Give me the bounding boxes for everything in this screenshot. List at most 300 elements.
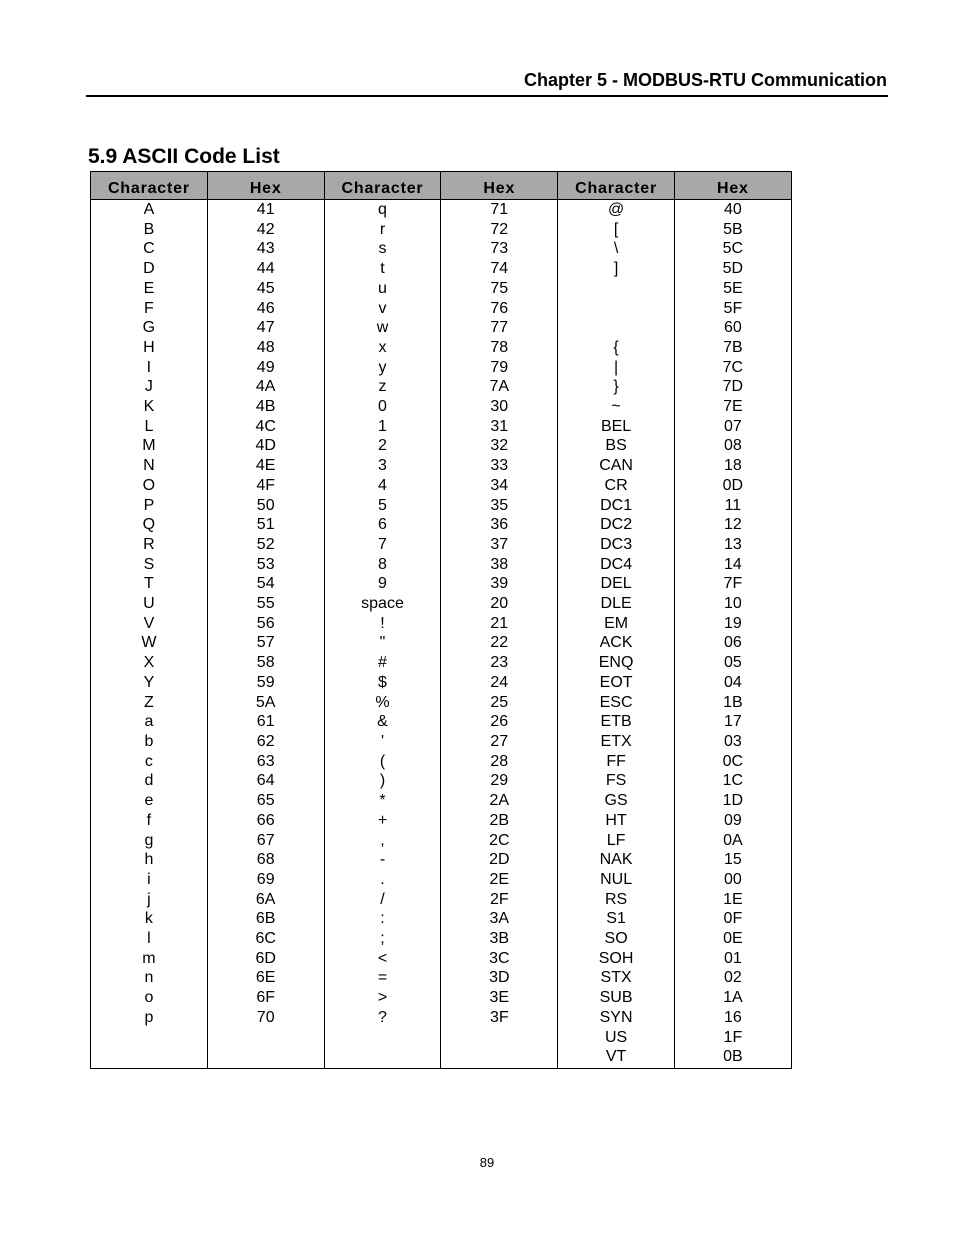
- table-header-row: [91, 172, 792, 200]
- hex-cell: 02: [674, 968, 791, 988]
- column-header-hex-3: Hex: [674, 172, 791, 200]
- character-cell: US: [558, 1028, 675, 1048]
- character-cell: *: [324, 791, 441, 811]
- character-cell: o: [91, 988, 208, 1008]
- hex-cell: 0C: [674, 752, 791, 772]
- hex-cell: [441, 1028, 558, 1048]
- hex-cell: 2E: [441, 870, 558, 890]
- character-cell: H: [91, 338, 208, 358]
- hex-cell: 32: [441, 436, 558, 456]
- character-cell: l: [91, 929, 208, 949]
- hex-cell: 69: [207, 870, 324, 890]
- table-row: [91, 791, 792, 811]
- hex-cell: 2B: [441, 811, 558, 831]
- character-cell: y: [324, 358, 441, 378]
- character-cell: ETB: [558, 712, 675, 732]
- character-cell: =: [324, 968, 441, 988]
- hex-cell: 26: [441, 712, 558, 732]
- character-cell: ~: [558, 397, 675, 417]
- table-row: [91, 771, 792, 791]
- hex-cell: 59: [207, 673, 324, 693]
- character-cell: \: [558, 239, 675, 259]
- character-cell: T: [91, 574, 208, 594]
- table-row: [91, 1008, 792, 1028]
- hex-cell: 77: [441, 318, 558, 338]
- hex-cell: 2C: [441, 831, 558, 851]
- character-cell: +: [324, 811, 441, 831]
- table-row: [91, 811, 792, 831]
- character-cell: BEL: [558, 417, 675, 437]
- table-row: [91, 693, 792, 713]
- hex-cell: 7B: [674, 338, 791, 358]
- character-cell: m: [91, 949, 208, 969]
- hex-cell: 7C: [674, 358, 791, 378]
- character-cell: ,: [324, 831, 441, 851]
- character-cell: B: [91, 220, 208, 240]
- hex-cell: 3C: [441, 949, 558, 969]
- hex-cell: 76: [441, 299, 558, 319]
- header-rule: [86, 95, 888, 97]
- table-row: [91, 732, 792, 752]
- character-cell: L: [91, 417, 208, 437]
- character-cell: ): [324, 771, 441, 791]
- hex-cell: 44: [207, 259, 324, 279]
- character-cell: X: [91, 653, 208, 673]
- character-cell: [91, 1028, 208, 1048]
- table-row: [91, 988, 792, 1008]
- hex-cell: 1F: [674, 1028, 791, 1048]
- character-cell: -: [324, 850, 441, 870]
- hex-cell: 64: [207, 771, 324, 791]
- hex-cell: 79: [441, 358, 558, 378]
- hex-cell: 6A: [207, 890, 324, 910]
- character-cell: c: [91, 752, 208, 772]
- hex-cell: 2F: [441, 890, 558, 910]
- character-cell: h: [91, 850, 208, 870]
- table-row: [91, 417, 792, 437]
- table-row: [91, 515, 792, 535]
- table-row: [91, 299, 792, 319]
- character-cell: I: [91, 358, 208, 378]
- hex-cell: 04: [674, 673, 791, 693]
- character-cell: z: [324, 377, 441, 397]
- character-cell: @: [558, 200, 675, 220]
- hex-cell: 5E: [674, 279, 791, 299]
- character-cell: VT: [558, 1047, 675, 1068]
- table-row: [91, 259, 792, 279]
- character-cell: 9: [324, 574, 441, 594]
- character-cell: (: [324, 752, 441, 772]
- section-title: 5.9 ASCII Code List: [88, 145, 280, 168]
- hex-cell: 4A: [207, 377, 324, 397]
- character-cell: DC4: [558, 555, 675, 575]
- character-cell: }: [558, 377, 675, 397]
- hex-cell: 06: [674, 633, 791, 653]
- hex-cell: 74: [441, 259, 558, 279]
- character-cell: K: [91, 397, 208, 417]
- character-cell: 5: [324, 496, 441, 516]
- character-cell: NUL: [558, 870, 675, 890]
- hex-cell: 18: [674, 456, 791, 476]
- character-cell: w: [324, 318, 441, 338]
- character-cell: v: [324, 299, 441, 319]
- hex-cell: 34: [441, 476, 558, 496]
- character-cell: 2: [324, 436, 441, 456]
- character-cell: d: [91, 771, 208, 791]
- character-cell: g: [91, 831, 208, 851]
- character-cell: ": [324, 633, 441, 653]
- hex-cell: 22: [441, 633, 558, 653]
- hex-cell: 30: [441, 397, 558, 417]
- character-cell: %: [324, 693, 441, 713]
- hex-cell: 1D: [674, 791, 791, 811]
- hex-cell: 39: [441, 574, 558, 594]
- character-cell: 0: [324, 397, 441, 417]
- hex-cell: 51: [207, 515, 324, 535]
- character-cell: 4: [324, 476, 441, 496]
- character-cell: DC1: [558, 496, 675, 516]
- hex-cell: 40: [674, 200, 791, 220]
- character-cell: ESC: [558, 693, 675, 713]
- table-row: [91, 436, 792, 456]
- hex-cell: 19: [674, 614, 791, 634]
- character-cell: a: [91, 712, 208, 732]
- character-cell: F: [91, 299, 208, 319]
- table-row: [91, 456, 792, 476]
- character-cell: ETX: [558, 732, 675, 752]
- hex-cell: 11: [674, 496, 791, 516]
- character-cell: [324, 1028, 441, 1048]
- hex-cell: 6B: [207, 909, 324, 929]
- hex-cell: 14: [674, 555, 791, 575]
- character-cell: 7: [324, 535, 441, 555]
- table-row: [91, 633, 792, 653]
- table-row: [91, 496, 792, 516]
- table-row: [91, 929, 792, 949]
- hex-cell: 61: [207, 712, 324, 732]
- table-row: [91, 1047, 792, 1068]
- character-cell: .: [324, 870, 441, 890]
- character-cell: A: [91, 200, 208, 220]
- character-cell: FS: [558, 771, 675, 791]
- hex-cell: 57: [207, 633, 324, 653]
- table-row: [91, 555, 792, 575]
- hex-cell: 28: [441, 752, 558, 772]
- character-cell: CAN: [558, 456, 675, 476]
- character-cell: W: [91, 633, 208, 653]
- hex-cell: 7D: [674, 377, 791, 397]
- hex-cell: 15: [674, 850, 791, 870]
- hex-cell: 63: [207, 752, 324, 772]
- character-cell: FF: [558, 752, 675, 772]
- character-cell: r: [324, 220, 441, 240]
- character-cell: :: [324, 909, 441, 929]
- character-cell: SUB: [558, 988, 675, 1008]
- character-cell: k: [91, 909, 208, 929]
- character-cell: U: [91, 594, 208, 614]
- table-row: [91, 870, 792, 890]
- character-cell: BS: [558, 436, 675, 456]
- hex-cell: 53: [207, 555, 324, 575]
- hex-cell: 4F: [207, 476, 324, 496]
- character-cell: 1: [324, 417, 441, 437]
- character-cell: f: [91, 811, 208, 831]
- character-cell: S: [91, 555, 208, 575]
- table-row: [91, 535, 792, 555]
- hex-cell: 17: [674, 712, 791, 732]
- character-cell: ': [324, 732, 441, 752]
- page-number: 89: [479, 1155, 495, 1170]
- table-row: [91, 574, 792, 594]
- hex-cell: 09: [674, 811, 791, 831]
- table-row: [91, 476, 792, 496]
- character-cell: P: [91, 496, 208, 516]
- table-body: [91, 200, 792, 1069]
- table-row: [91, 949, 792, 969]
- character-cell: NAK: [558, 850, 675, 870]
- table-row: [91, 377, 792, 397]
- character-cell: #: [324, 653, 441, 673]
- character-cell: D: [91, 259, 208, 279]
- hex-cell: 03: [674, 732, 791, 752]
- character-cell: SOH: [558, 949, 675, 969]
- character-cell: Q: [91, 515, 208, 535]
- character-cell: e: [91, 791, 208, 811]
- character-cell: [91, 1047, 208, 1068]
- table-row: [91, 968, 792, 988]
- column-header-hex-2: Hex: [441, 172, 558, 200]
- hex-cell: 38: [441, 555, 558, 575]
- hex-cell: 6F: [207, 988, 324, 1008]
- character-cell: Y: [91, 673, 208, 693]
- hex-cell: 05: [674, 653, 791, 673]
- column-header-hex-1: Hex: [207, 172, 324, 200]
- hex-cell: 45: [207, 279, 324, 299]
- table-row: [91, 594, 792, 614]
- hex-cell: 60: [674, 318, 791, 338]
- character-cell: 8: [324, 555, 441, 575]
- hex-cell: 41: [207, 200, 324, 220]
- hex-cell: 27: [441, 732, 558, 752]
- character-cell: SYN: [558, 1008, 675, 1028]
- hex-cell: 49: [207, 358, 324, 378]
- character-cell: ENQ: [558, 653, 675, 673]
- hex-cell: 2A: [441, 791, 558, 811]
- column-header-character-2: Character: [324, 172, 441, 200]
- character-cell: V: [91, 614, 208, 634]
- character-cell: n: [91, 968, 208, 988]
- hex-cell: 0F: [674, 909, 791, 929]
- hex-cell: 5B: [674, 220, 791, 240]
- hex-cell: 66: [207, 811, 324, 831]
- character-cell: space: [324, 594, 441, 614]
- character-cell: E: [91, 279, 208, 299]
- table-row: [91, 831, 792, 851]
- table-row: [91, 318, 792, 338]
- table-row: [91, 712, 792, 732]
- hex-cell: 10: [674, 594, 791, 614]
- character-cell: GS: [558, 791, 675, 811]
- hex-cell: 43: [207, 239, 324, 259]
- character-cell: RS: [558, 890, 675, 910]
- hex-cell: 67: [207, 831, 324, 851]
- hex-cell: 0A: [674, 831, 791, 851]
- hex-cell: 5C: [674, 239, 791, 259]
- character-cell: q: [324, 200, 441, 220]
- hex-cell: 70: [207, 1008, 324, 1028]
- hex-cell: 1B: [674, 693, 791, 713]
- hex-cell: 71: [441, 200, 558, 220]
- hex-cell: [207, 1047, 324, 1068]
- character-cell: STX: [558, 968, 675, 988]
- character-cell: N: [91, 456, 208, 476]
- character-cell: >: [324, 988, 441, 1008]
- hex-cell: 62: [207, 732, 324, 752]
- character-cell: R: [91, 535, 208, 555]
- character-cell: SO: [558, 929, 675, 949]
- character-cell: ?: [324, 1008, 441, 1028]
- character-cell: J: [91, 377, 208, 397]
- table-row: [91, 614, 792, 634]
- character-cell: [324, 1047, 441, 1068]
- hex-cell: 58: [207, 653, 324, 673]
- hex-cell: 47: [207, 318, 324, 338]
- hex-cell: 00: [674, 870, 791, 890]
- hex-cell: 73: [441, 239, 558, 259]
- hex-cell: 56: [207, 614, 324, 634]
- character-cell: C: [91, 239, 208, 259]
- table-row: [91, 752, 792, 772]
- hex-cell: 3A: [441, 909, 558, 929]
- hex-cell: 37: [441, 535, 558, 555]
- column-header-character-1: Character: [91, 172, 208, 200]
- character-cell: EOT: [558, 673, 675, 693]
- hex-cell: 36: [441, 515, 558, 535]
- hex-cell: 6E: [207, 968, 324, 988]
- character-cell: G: [91, 318, 208, 338]
- hex-cell: [207, 1028, 324, 1048]
- hex-cell: 35: [441, 496, 558, 516]
- character-cell: !: [324, 614, 441, 634]
- hex-cell: 1C: [674, 771, 791, 791]
- table-row: [91, 200, 792, 220]
- table-row: [91, 1028, 792, 1048]
- character-cell: x: [324, 338, 441, 358]
- table-row: [91, 358, 792, 378]
- hex-cell: 5D: [674, 259, 791, 279]
- character-cell: <: [324, 949, 441, 969]
- character-cell: DC3: [558, 535, 675, 555]
- character-cell: b: [91, 732, 208, 752]
- ascii-code-table: [90, 171, 792, 1069]
- hex-cell: 29: [441, 771, 558, 791]
- hex-cell: 65: [207, 791, 324, 811]
- character-cell: DC2: [558, 515, 675, 535]
- character-cell: &: [324, 712, 441, 732]
- hex-cell: 0E: [674, 929, 791, 949]
- hex-cell: 0D: [674, 476, 791, 496]
- table-row: [91, 338, 792, 358]
- hex-cell: 78: [441, 338, 558, 358]
- hex-cell: 13: [674, 535, 791, 555]
- table-row: [91, 909, 792, 929]
- hex-cell: 31: [441, 417, 558, 437]
- character-cell: CR: [558, 476, 675, 496]
- hex-cell: 3F: [441, 1008, 558, 1028]
- chapter-header: Chapter 5 - MODBUS-RTU Communication: [523, 70, 887, 90]
- hex-cell: 25: [441, 693, 558, 713]
- hex-cell: 1A: [674, 988, 791, 1008]
- hex-cell: 55: [207, 594, 324, 614]
- hex-cell: 16: [674, 1008, 791, 1028]
- hex-cell: 3B: [441, 929, 558, 949]
- table-row: [91, 279, 792, 299]
- character-cell: j: [91, 890, 208, 910]
- table-row: [91, 653, 792, 673]
- hex-cell: 54: [207, 574, 324, 594]
- character-cell: u: [324, 279, 441, 299]
- character-cell: [558, 318, 675, 338]
- character-cell: [558, 279, 675, 299]
- character-cell: LF: [558, 831, 675, 851]
- character-cell: ACK: [558, 633, 675, 653]
- hex-cell: 75: [441, 279, 558, 299]
- hex-cell: [441, 1047, 558, 1068]
- character-cell: s: [324, 239, 441, 259]
- table-row: [91, 850, 792, 870]
- character-cell: 6: [324, 515, 441, 535]
- hex-cell: 33: [441, 456, 558, 476]
- hex-cell: 5F: [674, 299, 791, 319]
- hex-cell: 3D: [441, 968, 558, 988]
- hex-cell: 48: [207, 338, 324, 358]
- hex-cell: 4B: [207, 397, 324, 417]
- hex-cell: 23: [441, 653, 558, 673]
- hex-cell: 01: [674, 949, 791, 969]
- hex-cell: 0B: [674, 1047, 791, 1068]
- hex-cell: 12: [674, 515, 791, 535]
- character-cell: S1: [558, 909, 675, 929]
- character-cell: M: [91, 436, 208, 456]
- character-cell: p: [91, 1008, 208, 1028]
- character-cell: |: [558, 358, 675, 378]
- hex-cell: 52: [207, 535, 324, 555]
- hex-cell: 6C: [207, 929, 324, 949]
- hex-cell: 4D: [207, 436, 324, 456]
- character-cell: EM: [558, 614, 675, 634]
- table-row: [91, 890, 792, 910]
- table-row: [91, 673, 792, 693]
- character-cell: t: [324, 259, 441, 279]
- character-cell: {: [558, 338, 675, 358]
- table-row: [91, 220, 792, 240]
- character-cell: [558, 299, 675, 319]
- table-row: [91, 239, 792, 259]
- column-header-character-3: Character: [558, 172, 675, 200]
- hex-cell: 7A: [441, 377, 558, 397]
- character-cell: i: [91, 870, 208, 890]
- character-cell: ;: [324, 929, 441, 949]
- hex-cell: 7F: [674, 574, 791, 594]
- hex-cell: 24: [441, 673, 558, 693]
- character-cell: 3: [324, 456, 441, 476]
- hex-cell: 07: [674, 417, 791, 437]
- hex-cell: 68: [207, 850, 324, 870]
- character-cell: [: [558, 220, 675, 240]
- hex-cell: 1E: [674, 890, 791, 910]
- character-cell: $: [324, 673, 441, 693]
- hex-cell: 4C: [207, 417, 324, 437]
